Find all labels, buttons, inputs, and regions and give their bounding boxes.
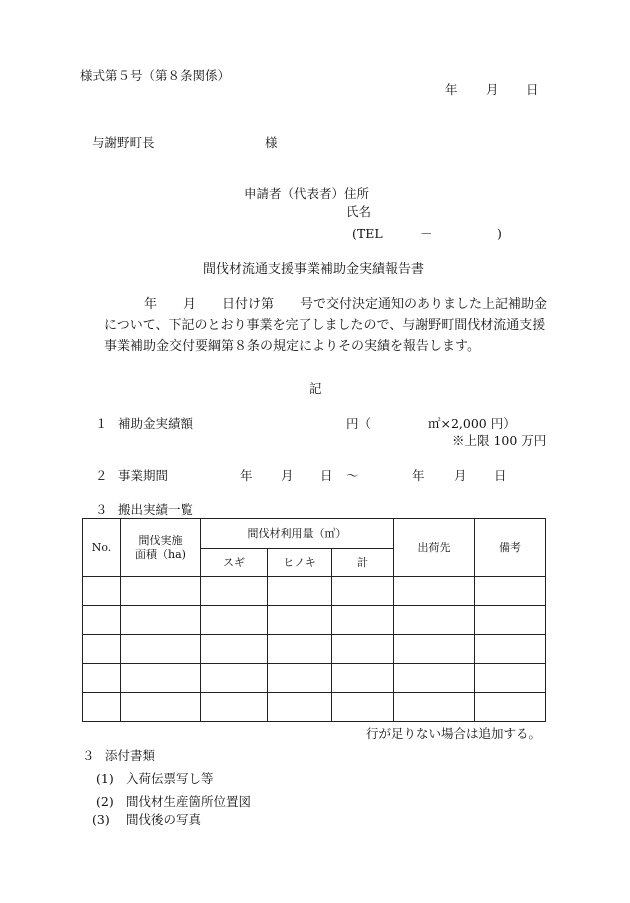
table-note: 行が足りない場合は追加する。 (366, 726, 542, 741)
table-row (83, 635, 546, 664)
period-start-year: 年 (240, 468, 253, 483)
attachment-2-text: 間伐材生産箇所位置図 (126, 794, 252, 809)
attachment-2-number: (2) (96, 794, 114, 809)
header-total: 計 (332, 549, 394, 577)
table-row (83, 606, 546, 635)
date-month-label: 月 (486, 82, 499, 97)
item4-label: 添付書類 (105, 748, 156, 763)
addressee-name: 与謝野町長 (92, 135, 155, 150)
applicant-address-label: 申請者（代表者）住所 (244, 186, 370, 201)
header-area-line1: 間伐実施 (138, 534, 183, 548)
header-volume: 間伐材利用量（㎥） (201, 519, 394, 549)
item2-number: ２ (95, 468, 108, 483)
header-area-line2: 面積（ha) (135, 547, 186, 561)
date-year-label: 年 (445, 82, 458, 97)
period-start-month: 月 (281, 468, 294, 483)
body-paragraph (104, 294, 554, 357)
item2-label: 事業期間 (118, 468, 169, 483)
addressee-honorific: 様 (265, 135, 278, 150)
table-row (83, 664, 546, 693)
item1-label: 補助金実績額 (118, 416, 194, 431)
item3-label: 搬出実績一覧 (118, 502, 194, 517)
table-row (83, 577, 546, 606)
header-remarks: 備考 (475, 519, 546, 577)
attachment-1-text: 入荷伝票写し等 (126, 771, 214, 786)
item1-limit-note: ※上限 100 万円 (452, 433, 547, 448)
applicant-tel-open: (TEL (352, 226, 383, 241)
period-end-year: 年 (412, 468, 425, 483)
attachment-3-number: (3) (92, 812, 110, 827)
header-hinoki: ヒノキ (268, 549, 332, 577)
period-end-month: 月 (454, 468, 467, 483)
header-area (121, 519, 201, 577)
attachment-1-number: (1) (96, 771, 114, 786)
table-row (83, 693, 546, 722)
period-start-day: 日 (320, 468, 333, 483)
item1-yen: 円（ (346, 416, 372, 431)
applicant-tel-dash: － (420, 226, 433, 241)
item3-number: ３ (95, 502, 108, 517)
form-number: 様式第５号（第８条関係） (80, 68, 231, 83)
applicant-name-label: 氏名 (346, 204, 372, 219)
applicant-tel-close: ) (497, 226, 502, 241)
period-tilde: ～ (346, 468, 359, 483)
ki-heading: 記 (309, 381, 322, 396)
item1-rate: ㎡×2,000 円） (428, 416, 516, 431)
header-no: No. (83, 519, 121, 577)
item4-number: ３ (82, 748, 95, 763)
period-end-day: 日 (494, 468, 507, 483)
body-text: 年 月 日付け第 号で交付決定通知のありました上記補助金について、下記のとおり事業を完了しましたので、与謝野町間伐材流通支援事業補助金交付要綱第８条の規定によりその実績を報告します。 (104, 297, 548, 354)
shipment-table (82, 518, 546, 722)
date-day-label: 日 (526, 82, 539, 97)
item1-number: １ (95, 416, 108, 431)
header-destination: 出荷先 (394, 519, 475, 577)
document-title: 間伐材流通支援事業補助金実績報告書 (203, 262, 425, 277)
header-sugi: スギ (201, 549, 268, 577)
attachment-3-text: 間伐後の写真 (126, 812, 202, 827)
